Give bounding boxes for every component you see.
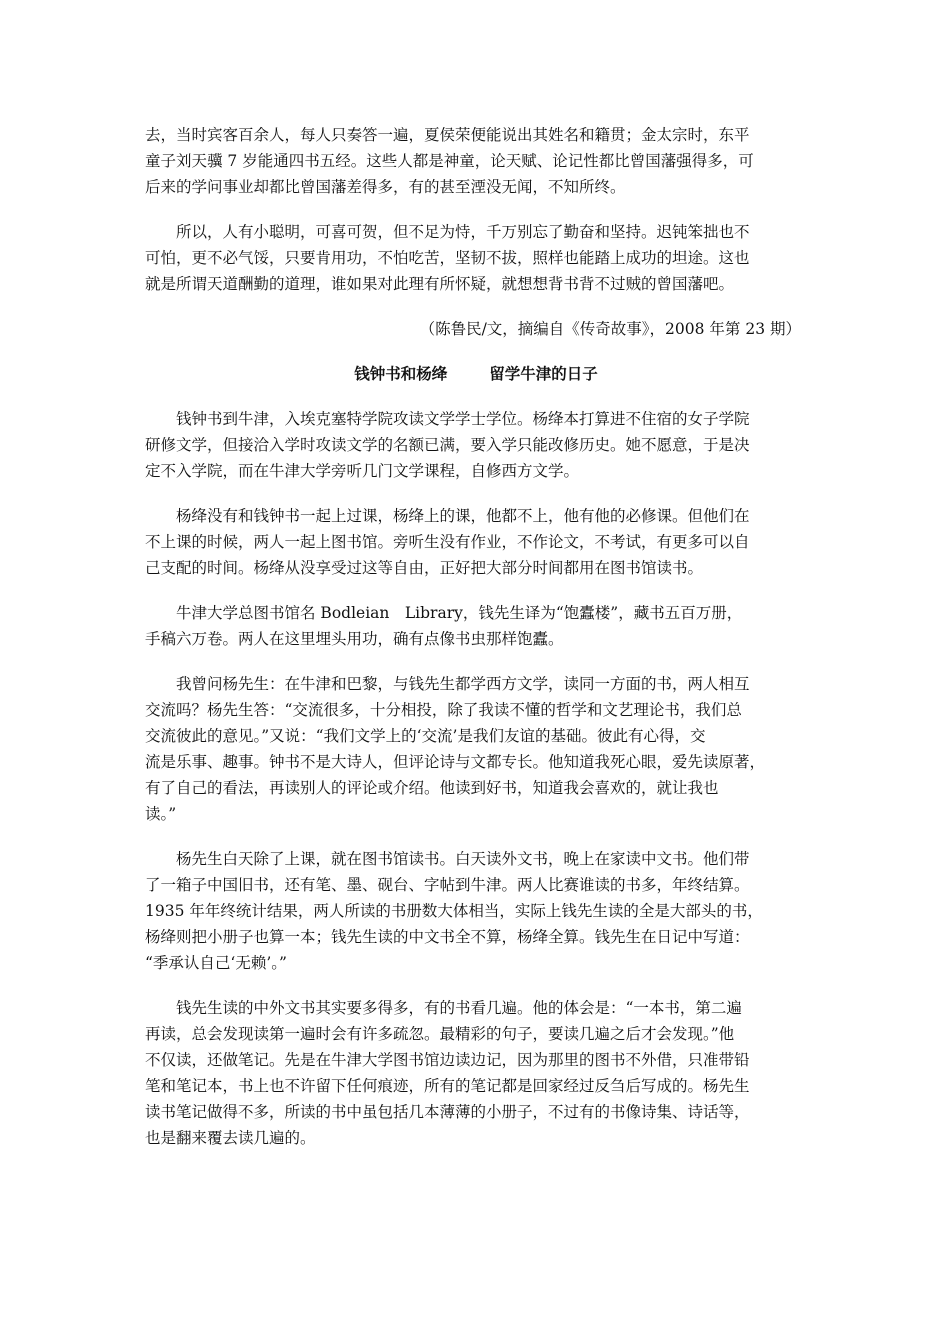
text-line: 1935 年年终统计结果，两人所读的书册数大体相当，实际上钱先生读的全是大部头的书，: [145, 902, 763, 920]
text-line: 交流吗？杨先生答：“交流很多，十分相投，除了我读不懂的哲学和文艺理论书，我们总: [145, 701, 742, 719]
text-line: 杨先生白天除了上课，就在图书馆读书。白天读外文书，晚上在家读中文书。他们带: [176, 850, 750, 868]
article-paragraph: [145, 671, 807, 827]
article-title-part2: 留学牛津的日子: [489, 365, 598, 383]
document-page: [145, 122, 807, 1151]
text-line: 也是翻来覆去读几遍的。: [145, 1129, 316, 1147]
text-line: 再读，总会发现读第一遍时会有许多疏忽。最精彩的句子，要读几遍之后才会发现。”他: [145, 1025, 735, 1043]
text-line: 己支配的时间。杨绛从没享受过这等自由，正好把大部分时间都用在图书馆读书。: [145, 559, 704, 577]
text-line: 牛津大学总图书馆名 Bodleian Library，钱先生译为“饱蠹楼”，藏书五百万册，: [176, 604, 743, 622]
article-paragraph: [145, 995, 807, 1151]
text-line: 手稿六万卷。两人在这里埋头用功，确有点像书虫那样饱蠹。: [145, 630, 564, 648]
text-line: 钱钟书到牛津，入埃克塞特学院攻读文学学士学位。杨绛本打算进不住宿的女子学院: [176, 410, 750, 428]
text-line: 有了自己的看法，再读别人的评论或介绍。他读到好书，知道我会喜欢的，就让我也: [145, 779, 719, 797]
text-line: 不仅读，还做笔记。先是在牛津大学图书馆边读边记，因为那里的图书不外借，只准带铅: [145, 1051, 750, 1069]
text-line: 我曾问杨先生：在牛津和巴黎，与钱先生都学西方文学，读同一方面的书，两人相互: [176, 675, 750, 693]
text-line: 读。”: [145, 805, 177, 823]
text-line: 杨绛则把小册子也算一本；钱先生读的中文书全不算，杨绛全算。钱先生在日记中写道：: [145, 928, 750, 946]
article-title-part1: 钱钟书和杨绛: [354, 365, 448, 383]
article-paragraph: [145, 600, 807, 652]
article-paragraph: [145, 406, 807, 484]
text-line: 去，当时宾客百余人，每人只奏答一遍，夏侯荣便能说出其姓名和籍贯；金太宗时，东平: [145, 126, 750, 144]
text-line: 不上课的时候，两人一起上图书馆。旁听生没有作业，不作论文，不考试，有更多可以自: [145, 533, 750, 551]
text-line: 后来的学问事业却都比曾国藩差得多，有的甚至湮没无闻，不知所终。: [145, 178, 626, 196]
text-line: 读书笔记做得不多，所读的书中虽包括几本薄薄的小册子，不过有的书像诗集、诗话等，: [145, 1103, 750, 1121]
article-paragraph: [145, 503, 807, 581]
text-line: 定不入学院，而在牛津大学旁听几门文学课程，自修西方文学。: [145, 462, 580, 480]
source-citation: （陈鲁民/文，摘编自《传奇故事》，2008 年第 23 期）: [419, 320, 801, 338]
text-line: 笔和笔记本，书上也不许留下任何痕迹，所有的笔记都是回家经过反刍后写成的。杨先生: [145, 1077, 750, 1095]
paragraph-continuation: [145, 122, 807, 200]
text-line: 可怕，更不必气馁，只要肯用功，不怕吃苦，坚韧不拔，照样也能踏上成功的坦途。这也: [145, 249, 750, 267]
article-title: [145, 361, 807, 387]
text-line: 杨绛没有和钱钟书一起上过课，杨绛上的课，他都不上，他有他的必修课。但他们在: [176, 507, 750, 525]
paragraph-conclusion: [145, 219, 807, 297]
text-line: 童子刘天骥 7 岁能通四书五经。这些人都是神童，论天赋、论记性都比曾国藩强得多，可: [145, 152, 754, 170]
text-line: “季承认自己‘无赖’。”: [145, 954, 287, 972]
text-line: 就是所谓天道酬勤的道理，谁如果对此理有所怀疑，就想想背书背不过贼的曾国藩吧。: [145, 275, 735, 293]
text-line: 了一箱子中国旧书，还有笔、墨、砚台、字帖到牛津。两人比赛谁读的书多，年终结算。: [145, 876, 750, 894]
text-line: 钱先生读的中外文书其实要多得多，有的书看几遍。他的体会是：“一本书，第二遍: [176, 999, 742, 1017]
article-paragraph: [145, 846, 807, 976]
text-line: 流是乐事、趣事。钟书不是大诗人，但评论诗与文都专长。他知道我死心眼，爱先读原著，: [145, 753, 766, 771]
text-line: 所以，人有小聪明，可喜可贺，但不足为恃，千万别忘了勤奋和坚持。迟钝笨拙也不: [176, 223, 750, 241]
text-line: 交流彼此的意见。”又说：“我们文学上的‘交流’是我们友谊的基础。彼此有心得，交: [145, 727, 706, 745]
text-line: 研修文学，但接洽入学时攻读文学的名额已满，要入学只能改修历史。她不愿意，于是决: [145, 436, 750, 454]
